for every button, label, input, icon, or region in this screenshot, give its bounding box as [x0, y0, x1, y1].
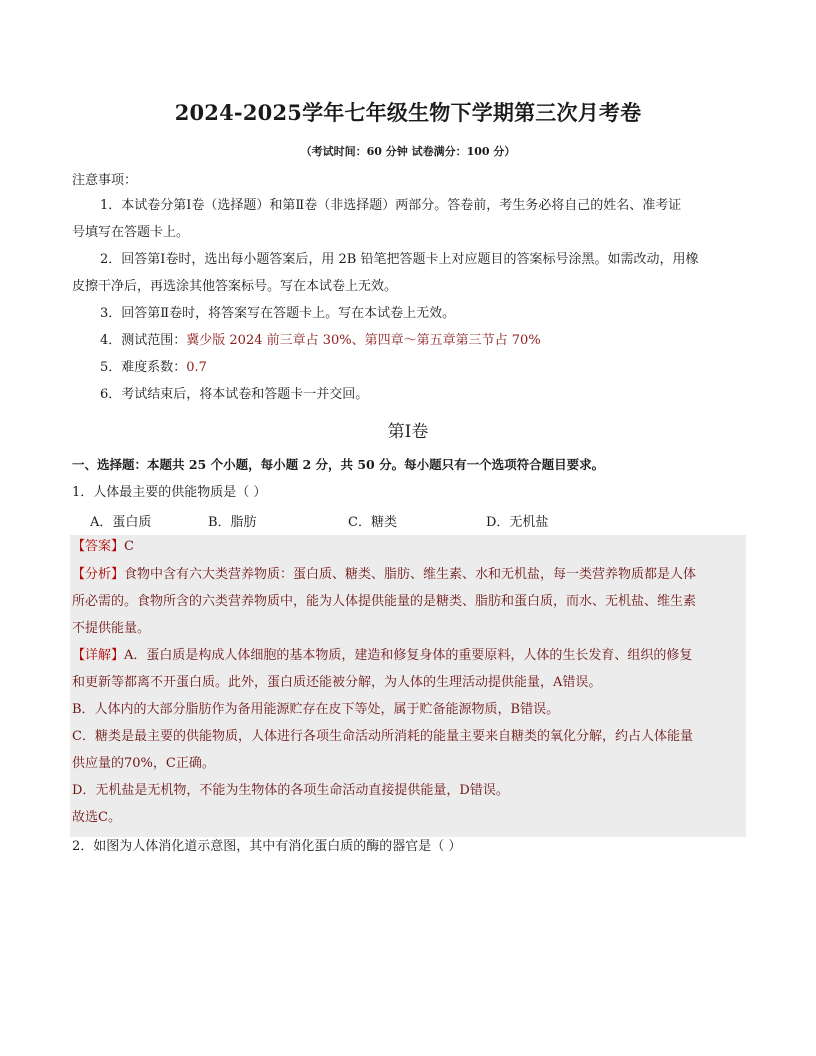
notice-item-6: 6．考试结束后，将本试卷和答题卡一并交回。 [100, 387, 369, 402]
q1-option-d: D．无机盐 [486, 515, 549, 530]
q1-detail-4: C．糖类是最主要的供能物质，人体进行各项生命活动所消耗的能量主要来自糖类的氧化分解，约占人体能量 [72, 729, 693, 744]
q1-analysis-3: 不提供能量。 [72, 621, 151, 636]
section-instruction: 一、选择题：本题共 25 个小题，每小题 2 分，共 50 分。每小题只有一个选项符合题目要求。 [72, 457, 605, 472]
notice-item-5-prefix: 5．难度系数： [100, 360, 187, 375]
notice-item-4 [100, 332, 541, 350]
q1-analysis-2: 所必需的。食物所含的六类营养物质中，能为人体提供能量的是糖类、脂肪和蛋白质，而水、无机盐、维生素 [72, 594, 697, 609]
q1-option-c: C．糖类 [348, 515, 397, 530]
notice-item-1a: 1．本试卷分第Ⅰ卷（选择题）和第Ⅱ卷（非选择题）两部分。答卷前，考生务必将自己的姓名、准考证 [100, 198, 682, 213]
notice-item-3: 3．回答第Ⅱ卷时，将答案写在答题卡上。写在本试卷上无效。 [100, 306, 456, 321]
detail-text-1: A．蛋白质是构成人体细胞的基本物质，建造和修复身体的重要原料，人体的生长发育、组织的修复 [124, 648, 693, 663]
q1-analysis-1 [72, 566, 696, 584]
exam-subtitle: （考试时间：60 分钟 试卷满分：100 分） [300, 145, 516, 158]
q1-option-a: A．蛋白质 [90, 515, 152, 530]
detail-tag: 【详解】 [72, 648, 125, 663]
notice-heading: 注意事项： [72, 173, 138, 188]
notice-item-2a: 2．回答第Ⅰ卷时，选出每小题答案后，用 2B 铅笔把答题卡上对应题目的答案标号涂黑。如需改动，用橡 [100, 252, 699, 267]
notice-item-5-value: 0.7 [186, 360, 207, 375]
q1-detail-2: 和更新等都离不开蛋白质。此外，蛋白质还能被分解，为人体的生理活动提供能量，A错误。 [72, 675, 602, 690]
answer-value: C [124, 539, 134, 554]
q1-detail-5: 供应量的70%，C正确。 [72, 756, 215, 771]
analysis-tag: 【分析】 [72, 567, 125, 582]
exam-title: 2024-2025学年七年级生物下学期第三次月考卷 [174, 100, 642, 125]
q1-stem: 1．人体最主要的供能物质是（ ） [72, 485, 267, 500]
q1-answer [72, 538, 134, 556]
q1-detail-3: B．人体内的大部分脂肪作为备用能源贮存在皮下等处，属于贮备能源物质，B错误。 [72, 702, 560, 717]
section-title: 第Ⅰ卷 [387, 422, 429, 442]
q1-option-b: B．脂肪 [208, 515, 257, 530]
q2-stem: 2．如图为人体消化道示意图，其中有消化蛋白质的酶的器官是（ ） [72, 839, 462, 854]
q1-detail-6: D．无机盐是无机物，不能为生物体的各项生命活动直接提供能量，D错误。 [72, 783, 509, 798]
q1-conclusion: 故选C。 [72, 810, 121, 825]
notice-item-1b: 号填写在答题卡上。 [72, 225, 190, 240]
q1-detail-1 [72, 647, 692, 665]
notice-item-4-scope: 冀少版 2024 前三章占 30%、第四章～第五章第三节占 70% [186, 333, 541, 348]
answer-tag: 【答案】 [72, 539, 125, 554]
analysis-text-1: 食物中含有六大类营养物质：蛋白质、糖类、脂肪、维生素、水和无机盐，每一类营养物质都是人体 [124, 567, 697, 582]
notice-item-4-prefix: 4．测试范围： [100, 333, 187, 348]
notice-item-2b: 皮擦干净后，再选涂其他答案标号。写在本试卷上无效。 [72, 279, 398, 294]
notice-item-5 [100, 359, 207, 377]
